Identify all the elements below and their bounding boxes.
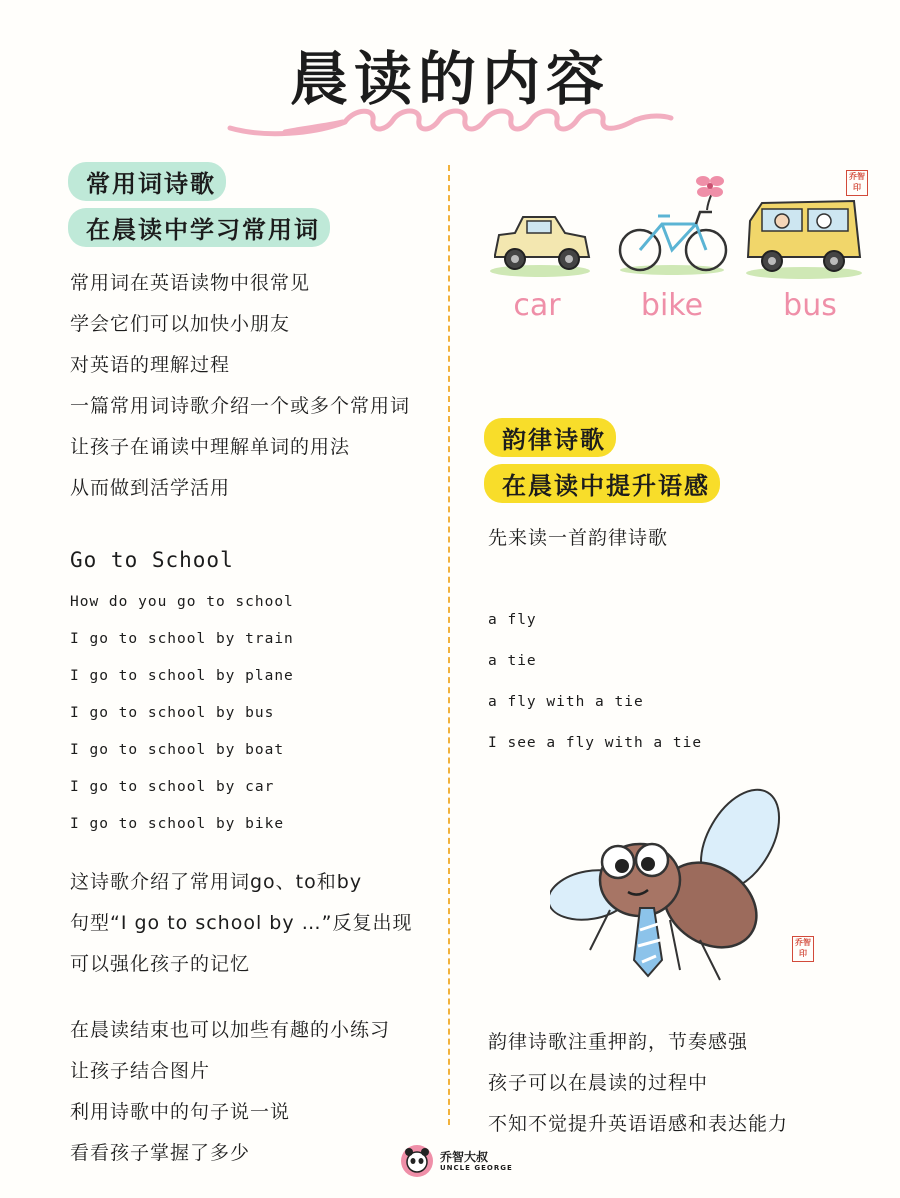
right-heading-1-label: 韵律诗歌 bbox=[484, 418, 616, 457]
seal-stamp bbox=[846, 170, 868, 196]
left-intro-line: 常用词在英语读物中很常见 bbox=[70, 272, 311, 294]
stamp-text: 印 bbox=[853, 183, 861, 192]
right-heading-1 bbox=[484, 418, 616, 457]
left-intro-line: 让孩子在诵读中理解单词的用法 bbox=[70, 436, 351, 458]
stamp-text: 乔智 bbox=[849, 172, 865, 181]
explanation-line: 可以强化孩子的记忆 bbox=[70, 953, 251, 975]
stamp-text: 印 bbox=[799, 949, 807, 958]
poem-line: a fly with a tie bbox=[488, 694, 644, 710]
car-icon bbox=[485, 205, 595, 280]
poem-line: I see a fly with a tie bbox=[488, 735, 703, 751]
exercise-line: 在晨读结束也可以加些有趣的小练习 bbox=[70, 1019, 391, 1041]
poem-line: I go to school by bike bbox=[70, 816, 285, 832]
left-poem bbox=[70, 584, 440, 843]
brand-subtitle: UNCLE GEORGE bbox=[440, 1163, 513, 1172]
right-poem bbox=[488, 600, 868, 764]
seal-stamp-2 bbox=[792, 936, 814, 962]
poem-line: I go to school by train bbox=[70, 631, 294, 647]
poem-line: a fly bbox=[488, 612, 537, 628]
left-intro-paragraph bbox=[70, 263, 450, 509]
exercise-line: 利用诗歌中的句子说一说 bbox=[70, 1101, 291, 1123]
vehicle-label-car: car bbox=[513, 288, 561, 323]
brand-logo bbox=[400, 1144, 513, 1178]
title-squiggle-decoration bbox=[225, 98, 675, 144]
explanation-line: 句型“I go to school by …”反复出现 bbox=[70, 912, 413, 934]
right-heading-2-label: 在晨读中提升语感 bbox=[484, 464, 720, 503]
page-title: 晨读的内容 bbox=[289, 45, 610, 113]
bus-icon bbox=[742, 195, 867, 280]
left-heading-1-label: 常用词诗歌 bbox=[68, 162, 226, 201]
right-heading-2 bbox=[484, 464, 720, 503]
fly-with-tie-illustration bbox=[550, 780, 800, 990]
left-heading-1 bbox=[68, 162, 226, 201]
brand-name: 乔智大叔 bbox=[440, 1149, 489, 1164]
poem-line: I go to school by boat bbox=[70, 742, 285, 758]
exercise-line: 看看孩子掌握了多少 bbox=[70, 1142, 251, 1164]
conclusion-line: 孩子可以在晨读的过程中 bbox=[488, 1072, 709, 1094]
left-intro-line: 对英语的理解过程 bbox=[70, 354, 231, 376]
explanation-line: 这诗歌介绍了常用词go、to和by bbox=[70, 871, 363, 893]
poem-line: I go to school by bus bbox=[70, 705, 275, 721]
left-heading-2-label: 在晨读中学习常用词 bbox=[68, 208, 330, 247]
left-explanation-paragraph bbox=[70, 862, 450, 985]
left-intro-line: 一篇常用词诗歌介绍一个或多个常用词 bbox=[70, 395, 411, 417]
conclusion-line: 不知不觉提升英语语感和表达能力 bbox=[488, 1113, 789, 1135]
left-intro-line: 学会它们可以加快小朋友 bbox=[70, 313, 291, 335]
poem-line: a tie bbox=[488, 653, 537, 669]
exercise-line: 让孩子结合图片 bbox=[70, 1060, 211, 1082]
right-intro: 先来读一首韵律诗歌 bbox=[488, 527, 669, 549]
stamp-text: 乔智 bbox=[795, 938, 811, 947]
left-exercise-paragraph bbox=[70, 1010, 450, 1174]
left-intro-line: 从而做到活学活用 bbox=[70, 477, 231, 499]
poem-line: I go to school by plane bbox=[70, 668, 294, 684]
poem-line: How do you go to school bbox=[70, 594, 294, 610]
panda-icon bbox=[400, 1144, 434, 1178]
conclusion-line: 韵律诗歌注重押韵，节奏感强 bbox=[488, 1031, 749, 1053]
vehicle-label-bike: bike bbox=[640, 288, 704, 323]
poem-title: Go to School bbox=[70, 548, 234, 572]
poem-line: I go to school by car bbox=[70, 779, 275, 795]
bike-icon bbox=[620, 176, 726, 275]
vehicle-label-bus: bus bbox=[783, 288, 837, 323]
left-heading-2 bbox=[68, 208, 330, 247]
right-conclusion-paragraph bbox=[488, 1022, 888, 1145]
